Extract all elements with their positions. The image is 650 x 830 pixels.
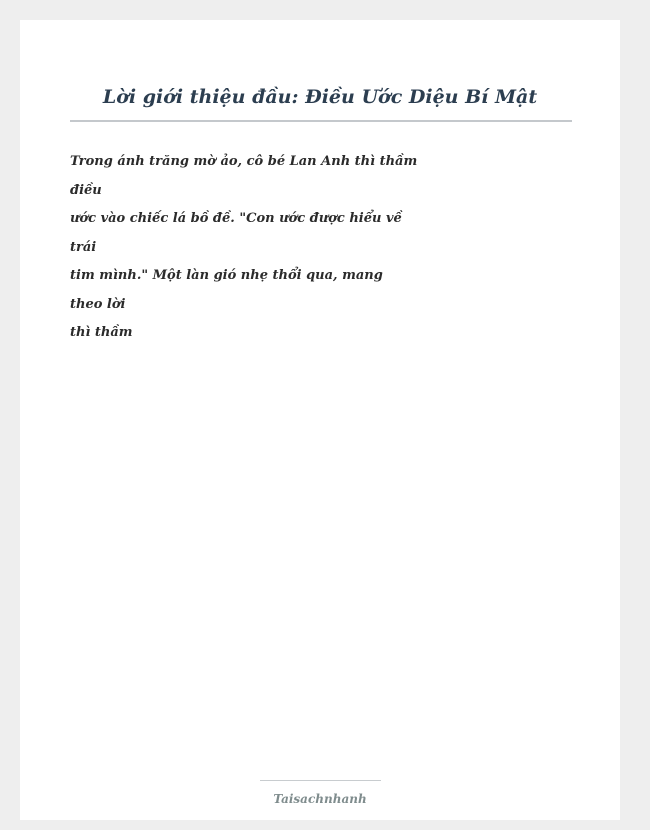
body-line: tim mình." Một làn gió nhẹ thổi qua, mang	[70, 268, 383, 283]
page-title: Lời giới thiệu đầu: Điều Ước Diệu Bí Mật	[102, 86, 538, 108]
body-line: Trong ánh trăng mờ ảo, cô bé Lan Anh thì thầm	[70, 154, 418, 169]
body-line: theo lời	[70, 296, 126, 312]
title-divider	[70, 120, 572, 122]
footer-divider	[260, 780, 381, 781]
body-line: điều	[70, 182, 102, 198]
body-line: trái	[70, 239, 97, 255]
document-page	[20, 20, 620, 820]
body-line: thì thầm	[70, 325, 133, 340]
body-text	[70, 148, 418, 348]
body-line: ước vào chiếc lá bồ đề. "Con ước được hiểu về	[70, 211, 402, 226]
footer-brand: Taisachnhanh	[273, 792, 367, 806]
